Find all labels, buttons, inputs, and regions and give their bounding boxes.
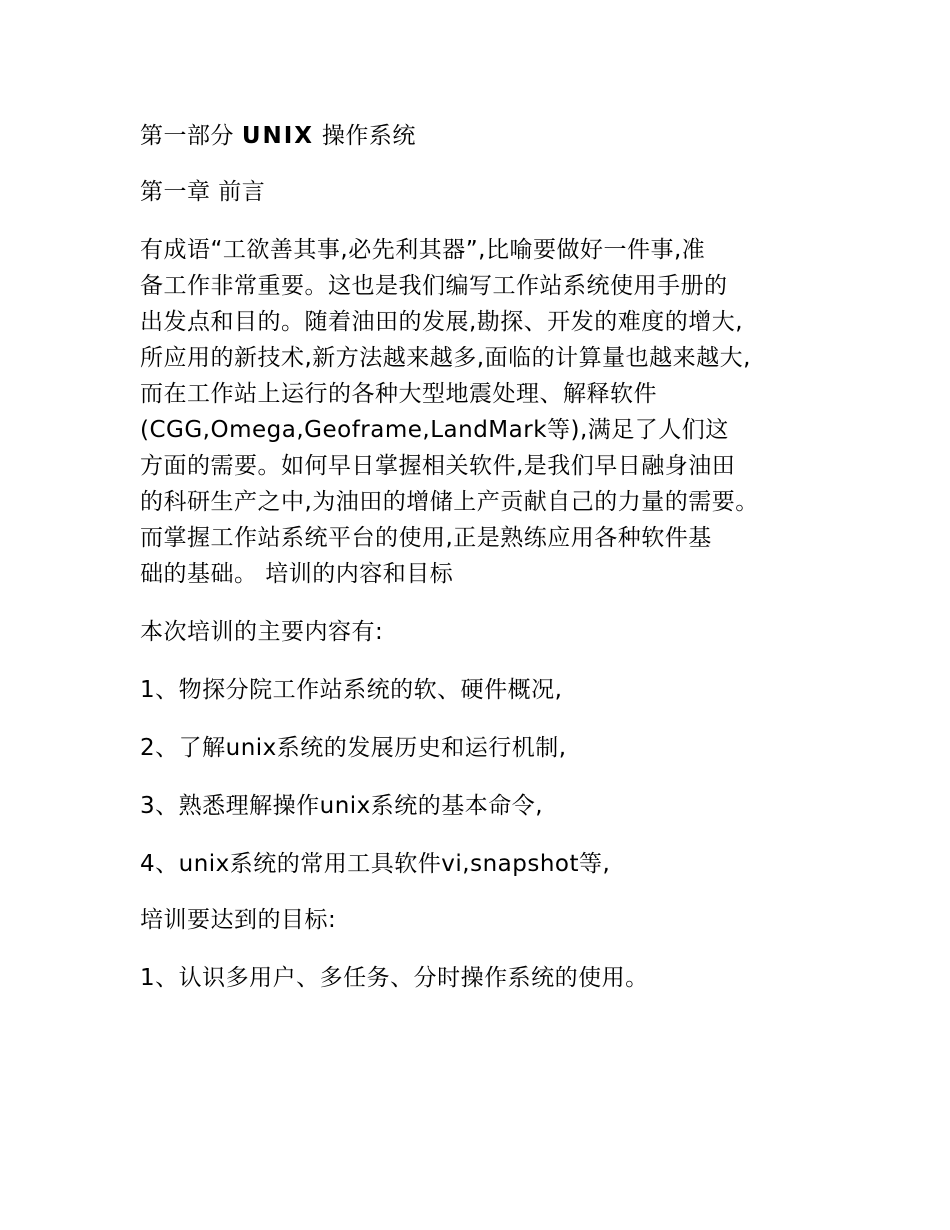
document-page: [140, 118, 830, 996]
intro-line: 础的基础。 培训的内容和目标: [140, 561, 454, 587]
intro-line: 而在工作站上运行的各种大型地震处理、解释软件: [140, 381, 657, 407]
intro-paragraph: [140, 232, 830, 592]
part-title: [140, 118, 830, 154]
content-item-3: 3、熟悉理解操作unix系统的基本命令,: [140, 793, 544, 819]
intro-line: 备工作非常重要。这也是我们编写工作站系统使用手册的: [140, 273, 728, 299]
goals-heading: 培训要达到的目标:: [140, 907, 337, 933]
intro-line: 而掌握工作站系统平台的使用,正是熟练应用各种软件基: [140, 525, 712, 551]
goal-item-1: 1、认识多用户、多任务、分时操作系统的使用。: [140, 965, 649, 991]
intro-line: 的科研生产之中,为油田的增储上产贡献自己的力量的需要。: [140, 489, 759, 515]
intro-line: 方面的需要。如何早日掌握相关软件,是我们早日融身油田: [140, 453, 736, 479]
content-item-1: 1、物探分院工作站系统的软、硬件概况,: [140, 677, 563, 703]
chapter-title: 第一章 前言: [140, 179, 266, 205]
intro-line: (CGG,Omega,Geoframe,LandMark等),满足了人们这: [140, 417, 729, 443]
content-item-2: 2、了解unix系统的发展历史和运行机制,: [140, 735, 567, 761]
intro-line: 所应用的新技术,新方法越来越多,面临的计算量也越来越大,: [140, 345, 751, 371]
part-title-suffix: 操作系统: [314, 123, 416, 149]
intro-line: 出发点和目的。随着油田的发展,勘探、开发的难度的增大,: [140, 309, 744, 335]
part-title-unix: UNIX: [241, 123, 315, 149]
part-title-prefix: 第一部分: [140, 123, 242, 149]
intro-line: 有成语“工欲善其事,必先利其器”,比喻要做好一件事,准: [140, 237, 706, 263]
content-item-4: 4、unix系统的常用工具软件vi,snapshot等,: [140, 851, 611, 877]
content-heading: 本次培训的主要内容有:: [140, 619, 384, 645]
